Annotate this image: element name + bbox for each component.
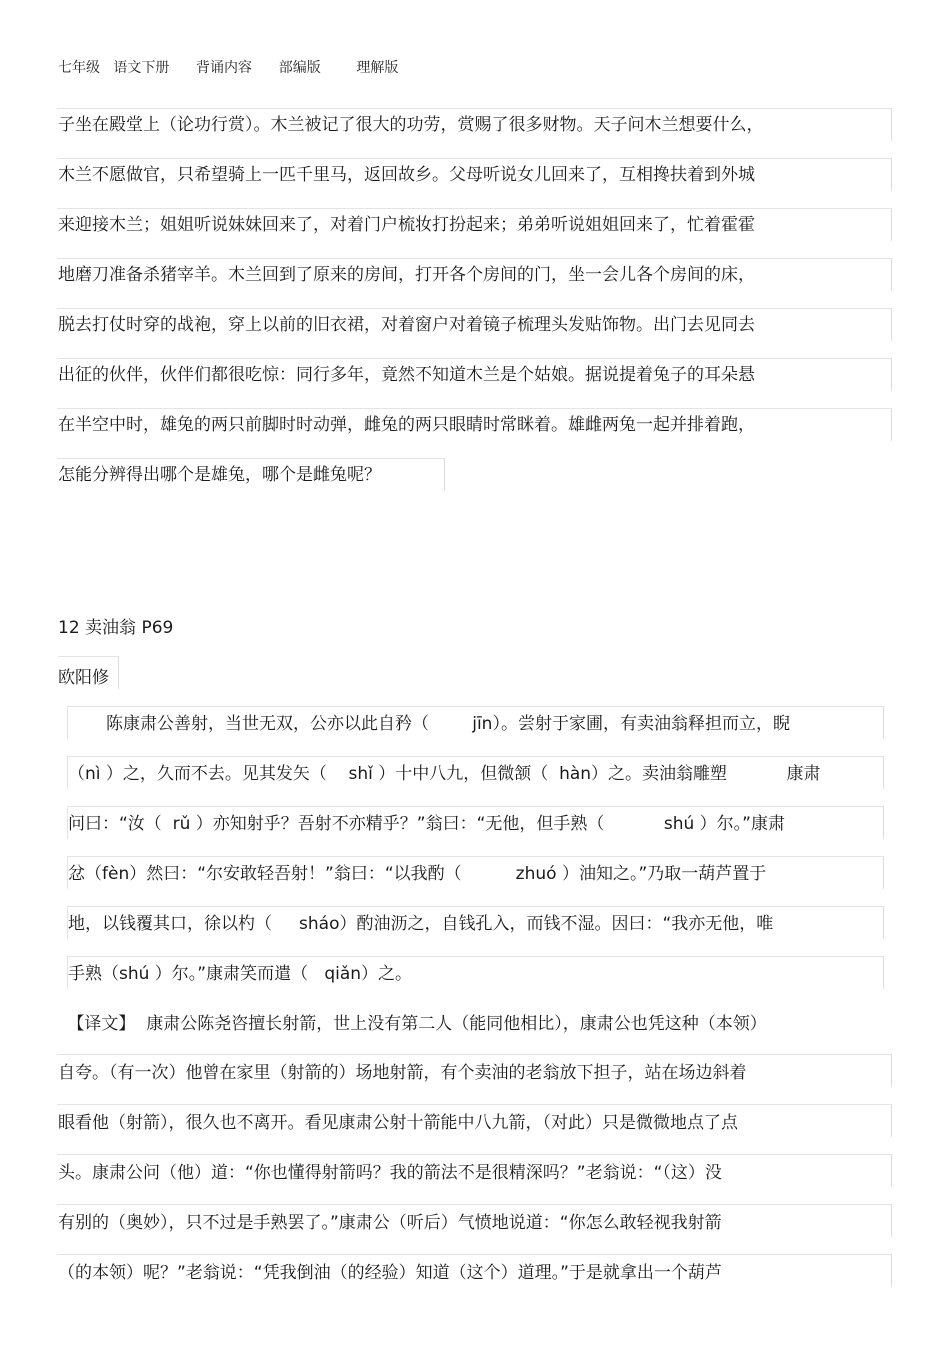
text-line: 【译文】 康肃公陈尧咨擅长射箭，世上没有第二人（能同他相比），康肃公也凭这种（本领） (62, 1014, 767, 1034)
text-line: 陈康肃公善射，当世无双，公亦以此自矜（ jīn）。尝射于家圃，有卖油翁释担而立，睨 (106, 714, 790, 734)
author-name: 欧阳修 (58, 668, 109, 688)
text-line: 怎能分辨得出哪个是雄兔，哪个是雌兔呢？ (58, 465, 381, 485)
text-line: 来迎接木兰；姐姐听说妹妹回来了，对着门户梳妆打扮起来；弟弟听说姐姐回来了，忙着霍霍 (58, 215, 755, 235)
text-line: 手熟（shú ）尔。”康肃笑而遣（ qiǎn）之。 (68, 964, 413, 984)
text-line: （的本领）呢？”老翁说：“凭我倒油（的经验）知道（这个）道理。”于是就拿出一个葫芦 (58, 1263, 722, 1283)
text-line: 眼看他（射箭），很久也不离开。看见康肃公射十箭能中八九箭，（对此）只是微微地点了点 (58, 1113, 738, 1133)
text-line: 地，以钱覆其口，徐以杓（ sháo）酌油沥之，自钱孔入，而钱不湿。因曰：“我亦无他，唯 (68, 914, 774, 934)
text-line: 忿（fèn）然曰：“尔安敢轻吾射！”翁曰：“以我酌（ zhuó ）油知之。”乃取一葫芦置于 (68, 864, 767, 884)
text-line: 木兰不愿做官，只希望骑上一匹千里马，返回故乡。父母听说女儿回来了，互相搀扶着到外城 (58, 165, 755, 185)
text-line: （nì ）之，久而不去。见其发矢（ shǐ ）十中八九，但微颔（ hàn）之。卖油翁雕塑 康肃 (68, 764, 821, 784)
section-title: 12 卖油翁 P69 (58, 618, 174, 638)
page-header: 七年级 语文下册 背诵内容 部编版 理解版 (58, 60, 399, 76)
text-line: 头。康肃公问（他）道：“你也懂得射箭吗？我的箭法不是很精深吗？”老翁说：“（这）没 (58, 1163, 722, 1183)
text-line: 出征的伙伴，伙伴们都很吃惊：同行多年，竟然不知道木兰是个姑娘。据说提着兔子的耳朵悬 (58, 365, 755, 385)
text-line: 地磨刀准备杀猪宰羊。木兰回到了原来的房间，打开各个房间的门，坐一会儿各个房间的床， (58, 265, 755, 285)
text-line: 有别的（奥妙），只不过是手熟罢了。”康肃公（听后）气愤地说道：“你怎么敢轻视我射箭 (58, 1213, 722, 1233)
text-line: 问曰：“汝（ rǔ ）亦知射乎？吾射不亦精乎？”翁曰：“无他，但手熟（ shú ）尔。”康肃 (68, 814, 785, 834)
text-line: 脱去打仗时穿的战袍，穿上以前的旧衣裙，对着窗户对着镜子梳理头发贴饰物。出门去见同去 (58, 315, 755, 335)
text-line: 在半空中时，雄兔的两只前脚时时动弹，雌兔的两只眼睛时常眯着。雄雌两兔一起并排着跑， (58, 415, 755, 435)
text-line: 子坐在殿堂上（论功行赏）。木兰被记了很大的功劳，赏赐了很多财物。天子问木兰想要什么， (58, 115, 764, 135)
text-line: 自夸。（有一次）他曾在家里（射箭的）场地射箭，有个卖油的老翁放下担子，站在场边斜着 (58, 1063, 747, 1083)
